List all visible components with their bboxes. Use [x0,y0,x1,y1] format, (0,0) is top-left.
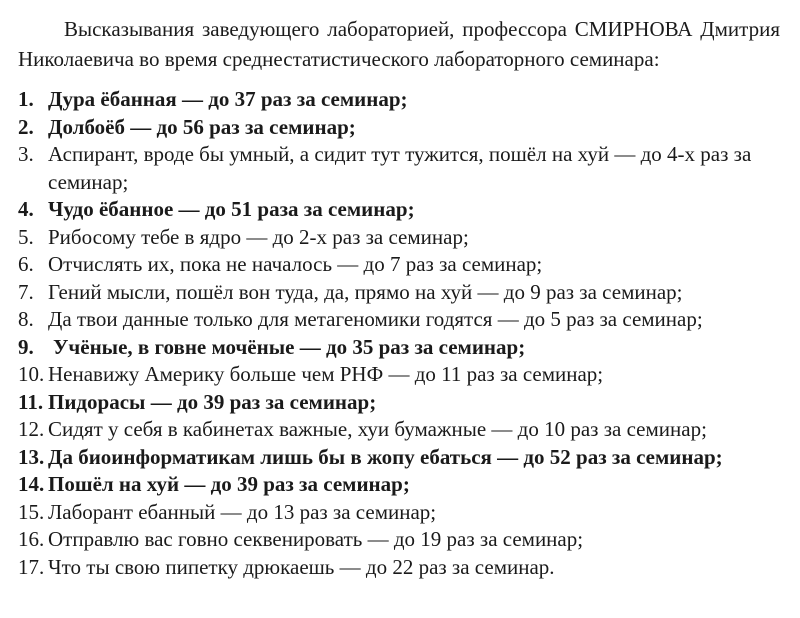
list-item-number: 13. [18,444,45,469]
list-item-text: Долбоёб — до 56 раз за семинар; [48,114,356,139]
list-item-text: Отправлю вас говно секвенировать — до 19 раз за семинар; [48,527,584,551]
list-item-number: 17. [18,554,45,579]
list-item [18,334,780,362]
list-item-number: 6. [18,252,34,276]
list-item-number: 2. [18,114,34,139]
list-item-text: Отчислять их, пока не началось — до 7 раз за семинар; [48,252,543,276]
list-item-text: Рибосому тебе в ядро — до 2-х раз за семинар; [48,224,469,249]
list-item [18,499,780,527]
list-item [18,86,780,114]
list-item [18,444,780,472]
list-item-text: Сидят у себя в кабинетах важные, хуи бумажные — до 10 раз за семинар; [48,417,707,441]
list-item-number: 7. [18,279,34,304]
list-item [18,416,780,444]
list-item [18,279,780,307]
list-item-text: Да биоинформатикам лишь бы в жопу ебаться — до 52 раз за семинар; [48,444,723,469]
list-item-number: 9. [18,334,34,359]
list-item-text: Да твои данные только для метагеномики годятся — до 5 раз за семинар; [48,307,703,331]
list-item [18,141,780,196]
list-item-text: Ненавижу Америку больше чем РНФ — до 11 раз за семинар; [48,362,604,386]
list-item-number: 14. [18,472,45,496]
list-item [18,196,780,224]
list-item [18,251,780,279]
list-item-number: 16. [18,527,45,551]
list-item-text: Учёные, в говне мочёные — до 35 раз за семинар; [53,334,526,359]
list-item-number: 10. [18,362,45,386]
list-item [18,114,780,142]
list-item [18,306,780,334]
list-item-text: Гений мысли, пошёл вон туда, да, прямо на хуй — до 9 раз за семинар; [48,279,683,304]
list-item-number: 15. [18,499,45,524]
list-item-number: 11. [18,389,44,414]
list-item-text: Что ты свою пипетку дрюкаешь — до 22 раз за семинар. [48,554,555,579]
list-item [18,471,780,499]
list-item-number: 12. [18,417,45,441]
list-item-number: 8. [18,307,34,331]
list-item-number: 5. [18,224,34,249]
list-item-text: Пидорасы — до 39 раз за семинар; [48,389,377,414]
list-item [18,224,780,252]
document-page [18,14,780,581]
intro-paragraph: Высказывания заведующего лабораторией, профессора СМИРНОВА Дмитрия Николаевича во время среднестатистического лабораторного семинара: [18,17,780,71]
quotes-list [18,86,780,581]
list-item-text: Лаборант ебанный — до 13 раз за семинар; [48,499,437,524]
list-item [18,389,780,417]
list-item-number: 4. [18,197,34,221]
list-item [18,526,780,554]
list-item [18,361,780,389]
list-item [18,554,780,582]
list-item-number: 1. [18,87,34,111]
list-item-text: Аспирант, вроде бы умный, а сидит тут тужится, пошёл на хуй — до 4-х раз за семинар; [48,142,752,194]
list-item-number: 3. [18,142,34,166]
list-item-text: Дура ёбанная — до 37 раз за семинар; [48,87,408,111]
list-item-text: Чудо ёбанное — до 51 раза за семинар; [48,197,415,221]
list-item-text: Пошёл на хуй — до 39 раз за семинар; [48,472,410,496]
